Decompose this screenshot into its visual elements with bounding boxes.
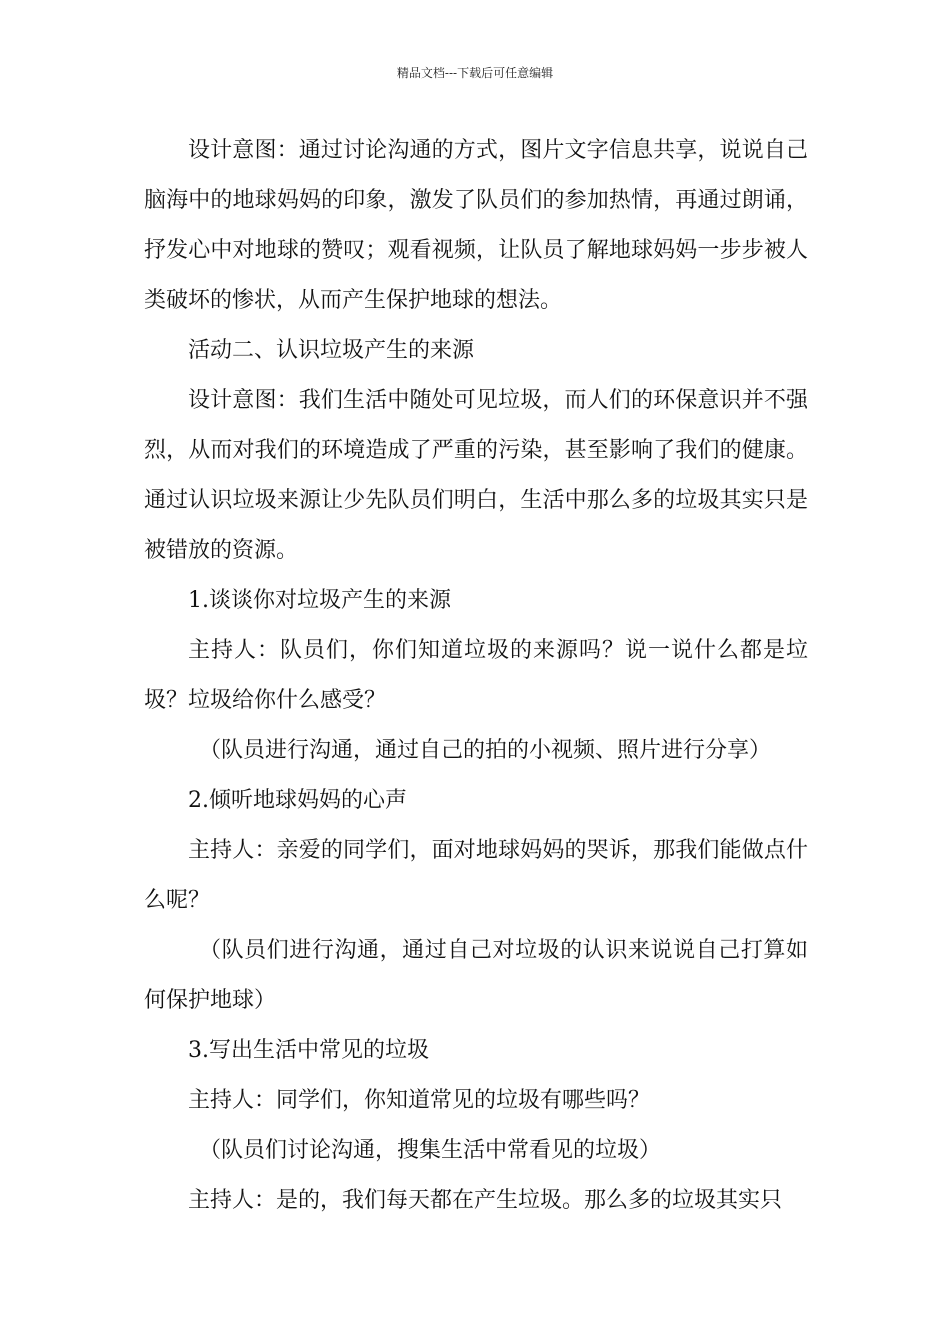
- team-note-1: （队员进行沟通，通过自己的拍的小视频、照片进行分享）: [199, 738, 772, 763]
- host-speech-3: 主持人：同学们，你知道常见的垃圾有哪些吗？: [188, 1088, 651, 1113]
- paragraph-design-intent-2: 设计意图：我们生活中随处可见垃圾，而人们的环保意识并不强烈，从而对我们的环境造成了严重的污染，甚至影响了我们的健康。通过认识垃圾来源让少先队员们明白，生活中那么多的垃圾其实只是被错放的资源。: [144, 388, 808, 563]
- activity-heading: 活动二、认识垃圾产生的来源: [188, 338, 475, 363]
- host-speech-2: 主持人：亲爱的同学们，面对地球妈妈的哭诉，那我们能做点什么呢？: [144, 838, 808, 913]
- host-speech-1: 主持人：队员们，你们知道垃圾的来源吗？说一说什么都是垃圾？垃圾给你什么感受？: [144, 638, 808, 713]
- team-note-2: （队员们进行沟通，通过自己对垃圾的认识来说说自己打算如何保护地球）: [144, 938, 808, 1013]
- host-speech-4: 主持人：是的，我们每天都在产生垃圾。那么多的垃圾其实只: [188, 1188, 783, 1213]
- item-heading-3: 3.写出生活中常见的垃圾: [188, 1038, 429, 1063]
- item-heading-2: 2.倾听地球妈妈的心声: [188, 788, 407, 813]
- item-heading-1: 1.谈谈你对垃圾产生的来源: [188, 588, 451, 613]
- team-note-3: （队员们讨论沟通，搜集生活中常看见的垃圾）: [199, 1138, 662, 1163]
- page-header: 精品文档---下载后可任意编辑: [396, 66, 554, 80]
- document-body: [144, 126, 808, 1226]
- paragraph-design-intent-1: 设计意图：通过讨论沟通的方式，图片文字信息共享，说说自己脑海中的地球妈妈的印象，激发了队员们的参加热情，再通过朗诵，抒发心中对地球的赞叹；观看视频，让队员了解地球妈妈一步步被人类破坏的惨状，从而产生保护地球的想法。: [144, 138, 808, 313]
